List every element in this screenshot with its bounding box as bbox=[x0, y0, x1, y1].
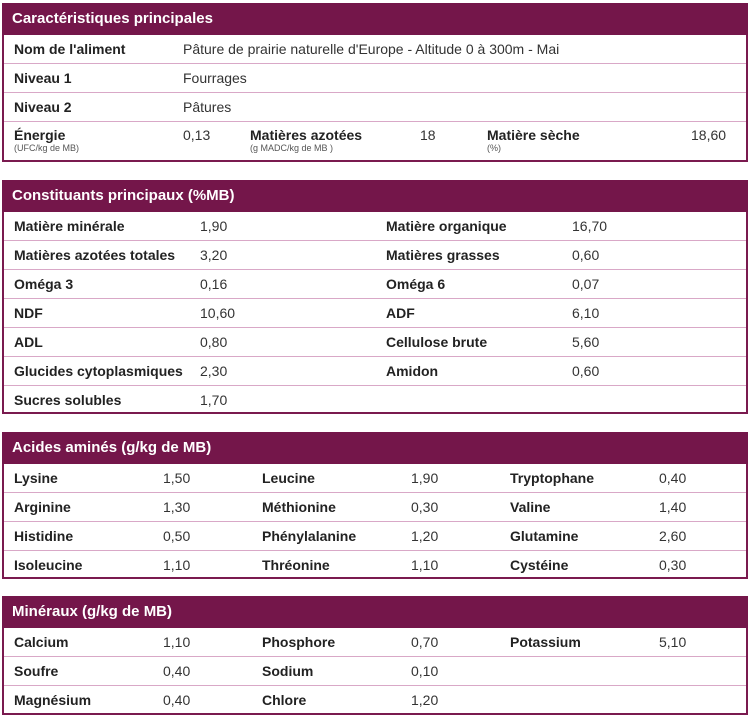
row-value: 0,16 bbox=[200, 276, 228, 292]
row-value: 3,20 bbox=[200, 247, 228, 263]
row-value: 2,30 bbox=[200, 363, 228, 379]
row-label: Glutamine bbox=[510, 528, 579, 544]
energy-unit: (UFC/kg de MB) bbox=[14, 143, 80, 153]
row-label: Chlore bbox=[262, 692, 307, 708]
table-row bbox=[4, 35, 746, 64]
row-value: 1,10 bbox=[163, 634, 191, 650]
row-label: Phosphore bbox=[262, 634, 336, 650]
row-label: Niveau 1 bbox=[14, 70, 72, 86]
table-row bbox=[4, 93, 746, 122]
table-row bbox=[4, 299, 746, 328]
row-label: Matières grasses bbox=[386, 247, 500, 263]
row-label: Valine bbox=[510, 499, 551, 515]
row-label: Sodium bbox=[262, 663, 314, 679]
table-row bbox=[4, 64, 746, 93]
row-value: 2,60 bbox=[659, 528, 687, 544]
protein-unit: (g MADC/kg de MB ) bbox=[250, 143, 334, 153]
dry-matter-value: 18,60 bbox=[691, 127, 727, 143]
row-label: Sucres solubles bbox=[14, 392, 122, 408]
row-value: Pâtures bbox=[183, 99, 232, 115]
row-label: Calcium bbox=[14, 634, 69, 650]
dry-matter-unit: (%) bbox=[487, 143, 501, 153]
energy-row bbox=[4, 122, 746, 157]
table-row bbox=[4, 241, 746, 270]
protein-value: 18 bbox=[420, 127, 436, 143]
row-value: 5,10 bbox=[659, 634, 687, 650]
row-value: 0,70 bbox=[411, 634, 439, 650]
row-label: Matière organique bbox=[386, 218, 507, 234]
row-value: 0,40 bbox=[659, 470, 687, 486]
row-label: Arginine bbox=[14, 499, 71, 515]
dry-matter-label: Matière sèche bbox=[487, 127, 580, 143]
row-label: Matières azotées totales bbox=[14, 247, 176, 263]
row-value: 6,10 bbox=[572, 305, 600, 321]
table-row bbox=[4, 686, 746, 715]
row-label: Isoleucine bbox=[14, 557, 83, 573]
row-value: 5,60 bbox=[572, 334, 600, 350]
row-value: 16,70 bbox=[572, 218, 608, 234]
constituents-title: Constituants principaux (%MB) bbox=[2, 180, 748, 212]
energy-label: Énergie bbox=[14, 127, 66, 143]
table-row bbox=[4, 493, 746, 522]
row-value: 0,80 bbox=[200, 334, 228, 350]
row-label: Thréonine bbox=[262, 557, 330, 573]
row-value: 1,20 bbox=[411, 528, 439, 544]
row-value: 0,50 bbox=[163, 528, 191, 544]
table-row bbox=[4, 386, 746, 415]
row-label: Méthionine bbox=[262, 499, 336, 515]
row-value: 0,40 bbox=[163, 663, 191, 679]
row-value: 1,40 bbox=[659, 499, 687, 515]
row-value: 0,30 bbox=[659, 557, 687, 573]
row-label: NDF bbox=[14, 305, 43, 321]
row-value: 10,60 bbox=[200, 305, 236, 321]
row-value: 0,10 bbox=[411, 663, 439, 679]
row-value: 1,90 bbox=[411, 470, 439, 486]
table-row bbox=[4, 464, 746, 493]
row-value: 1,30 bbox=[163, 499, 191, 515]
table-row bbox=[4, 657, 746, 686]
amino-acids-panel bbox=[2, 432, 748, 579]
row-value: 1,10 bbox=[411, 557, 439, 573]
row-value: 1,90 bbox=[200, 218, 228, 234]
row-label: Glucides cytoplasmiques bbox=[14, 363, 183, 379]
amino-acids-title: Acides aminés (g/kg de MB) bbox=[2, 432, 748, 464]
row-value: 1,70 bbox=[200, 392, 228, 408]
row-label: Matière minérale bbox=[14, 218, 125, 234]
row-value: Pâture de prairie naturelle d'Europe - Altitude 0 à 300m - Mai bbox=[183, 41, 560, 57]
minerals-panel bbox=[2, 596, 748, 715]
row-label: Phénylalanine bbox=[262, 528, 357, 544]
row-label: Potassium bbox=[510, 634, 581, 650]
row-value: 1,50 bbox=[163, 470, 191, 486]
row-label: Magnésium bbox=[14, 692, 92, 708]
row-label: Cystéine bbox=[510, 557, 569, 573]
characteristics-title: Caractéristiques principales bbox=[2, 3, 748, 35]
table-row bbox=[4, 357, 746, 386]
constituents-panel bbox=[2, 180, 748, 414]
table-row bbox=[4, 328, 746, 357]
table-row bbox=[4, 522, 746, 551]
table-row bbox=[4, 628, 746, 657]
row-value: 0,30 bbox=[411, 499, 439, 515]
row-label: Cellulose brute bbox=[386, 334, 488, 350]
row-value: 1,10 bbox=[163, 557, 191, 573]
table-row bbox=[4, 551, 746, 580]
row-value: 0,07 bbox=[572, 276, 600, 292]
row-value: 0,60 bbox=[572, 363, 600, 379]
row-value: Fourrages bbox=[183, 70, 247, 86]
protein-label: Matières azotées bbox=[250, 127, 363, 143]
characteristics-panel bbox=[2, 3, 748, 162]
row-label: Amidon bbox=[386, 363, 439, 379]
row-label: Oméga 6 bbox=[386, 276, 446, 292]
row-label: Leucine bbox=[262, 470, 315, 486]
row-label: Tryptophane bbox=[510, 470, 595, 486]
row-label: Oméga 3 bbox=[14, 276, 74, 292]
table-row bbox=[4, 270, 746, 299]
row-value: 0,40 bbox=[163, 692, 191, 708]
row-label: Soufre bbox=[14, 663, 59, 679]
energy-value: 0,13 bbox=[183, 127, 211, 143]
table-row bbox=[4, 212, 746, 241]
row-label: ADL bbox=[14, 334, 43, 350]
row-label: Nom de l'aliment bbox=[14, 41, 126, 57]
row-value: 0,60 bbox=[572, 247, 600, 263]
row-label: ADF bbox=[386, 305, 415, 321]
row-label: Histidine bbox=[14, 528, 74, 544]
row-label: Niveau 2 bbox=[14, 99, 72, 115]
row-value: 1,20 bbox=[411, 692, 439, 708]
row-label: Lysine bbox=[14, 470, 58, 486]
minerals-title: Minéraux (g/kg de MB) bbox=[2, 596, 748, 628]
